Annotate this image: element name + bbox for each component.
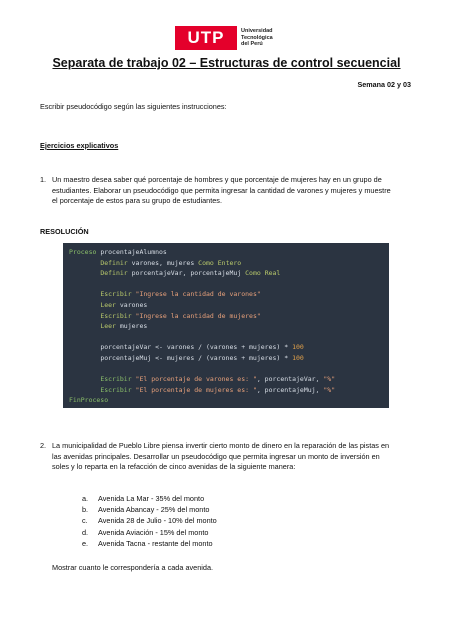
code-keyword: Definir — [100, 258, 128, 267]
list-letter: c. — [82, 516, 88, 526]
code-text: varones — [115, 300, 148, 309]
exercise-1-line: estudiantes. Elaborar un pseudocódigo que permita ingresar la cantidad de varones y mujeres y muestre — [52, 185, 391, 195]
code-text: , porcentajeMuj, — [256, 385, 324, 394]
exercise-1-text — [52, 175, 422, 207]
code-number: 100 — [292, 343, 304, 352]
logo-text-line: Tecnológica — [241, 34, 273, 41]
list-item — [82, 538, 217, 549]
code-keyword: Escribir — [100, 290, 132, 299]
list-item — [82, 493, 217, 504]
code-string: "El porcentaje de mujeres es: " — [131, 385, 257, 394]
utp-logo-mark: UTP — [175, 26, 237, 50]
exercise-2-number: 2. — [40, 441, 47, 450]
list-text: Avenida Aviación - 15% del monto — [98, 527, 209, 537]
exercise-1-number: 1. — [40, 175, 47, 184]
code-keyword: Escribir — [100, 385, 132, 394]
code-text: porcentajeVar <- varones / (varones + mujeres) * — [100, 343, 293, 352]
utp-logo — [175, 26, 273, 50]
list-text: Avenida Tacna - restante del monto — [98, 538, 213, 548]
list-item — [82, 527, 217, 538]
code-string: "%" — [323, 385, 336, 394]
code-text: , porcentajeVar, — [256, 375, 324, 384]
code-string: "%" — [323, 375, 336, 384]
resolution-heading: RESOLUCIÓN — [40, 227, 89, 236]
list-letter: e. — [82, 538, 89, 548]
week-label: Semana 02 y 03 — [357, 80, 411, 89]
page-title: Separata de trabajo 02 – Estructuras de control secuencial — [52, 56, 401, 70]
code-keyword: FinProceso — [69, 396, 109, 405]
exercise-2-line: La municipalidad de Pueblo Libre piensa invertir cierto monto de dinero en la reparación de las pistas en — [52, 441, 390, 450]
code-keyword: Como Real — [245, 269, 281, 278]
list-letter: b. — [82, 505, 89, 515]
code-string: "Ingrese la cantidad de mujeres" — [131, 311, 261, 320]
code-text: porcentajeMuj <- mujeres / (varones + mujeres) * — [100, 353, 293, 362]
utp-logo-text — [241, 28, 273, 48]
exercise-1-line: el porcentaje de estos para su grupo de estudiantes. — [52, 196, 222, 206]
code-text: mujeres — [115, 322, 148, 331]
exercise-2-line: soles y lo reparta en la refacción de cinco avenidas de la siguiente manera: — [52, 462, 296, 472]
list-letter: d. — [82, 527, 89, 537]
exercise-2-line: las avenidas principales. Desarrollar un pseudocódigo que permita ingresar un monto de inversión en — [52, 451, 380, 461]
code-keyword: Definir — [100, 269, 128, 278]
code-block — [63, 243, 389, 408]
list-text: Avenida 28 de Julio - 10% del monto — [98, 516, 217, 526]
list-item — [82, 504, 217, 515]
code-keyword: Leer — [100, 322, 116, 331]
avenue-list — [82, 493, 217, 549]
code-string: "Ingrese la cantidad de varones" — [131, 290, 261, 299]
closing-text: Mostrar cuanto le correspondería a cada avenida. — [52, 563, 214, 572]
list-text: Avenida Abancay - 25% del monto — [98, 505, 210, 515]
code-text: varones, mujeres — [127, 258, 199, 267]
intro-text: Escribir pseudocódigo según las siguientes instrucciones: — [40, 102, 227, 111]
code-keyword: Leer — [100, 300, 116, 309]
code-keyword: Escribir — [100, 375, 132, 384]
list-item — [82, 515, 217, 526]
code-keyword: Escribir — [100, 311, 132, 320]
logo-text-line: Universidad — [241, 28, 273, 35]
code-text: porcentajeVar, porcentajeMuj — [127, 269, 246, 278]
code-number: 100 — [292, 353, 304, 362]
code-keyword: Como Entero — [198, 258, 242, 267]
code-string: "El porcentaje de varones es: " — [131, 375, 257, 384]
exercise-2-text — [52, 441, 424, 473]
exercise-1-line: Un maestro desea saber qué porcentaje de hombres y que porcentaje de mujeres hay en un grupo de — [52, 175, 382, 184]
section-heading: Ejercicios explicativos — [40, 141, 119, 150]
list-letter: a. — [82, 494, 89, 503]
list-text: Avenida La Mar - 35% del monto — [98, 494, 205, 503]
code-keyword: Proceso — [69, 248, 97, 256]
code-text: procentajeAlumnos — [96, 248, 167, 256]
logo-text-line: del Perú — [241, 41, 263, 48]
